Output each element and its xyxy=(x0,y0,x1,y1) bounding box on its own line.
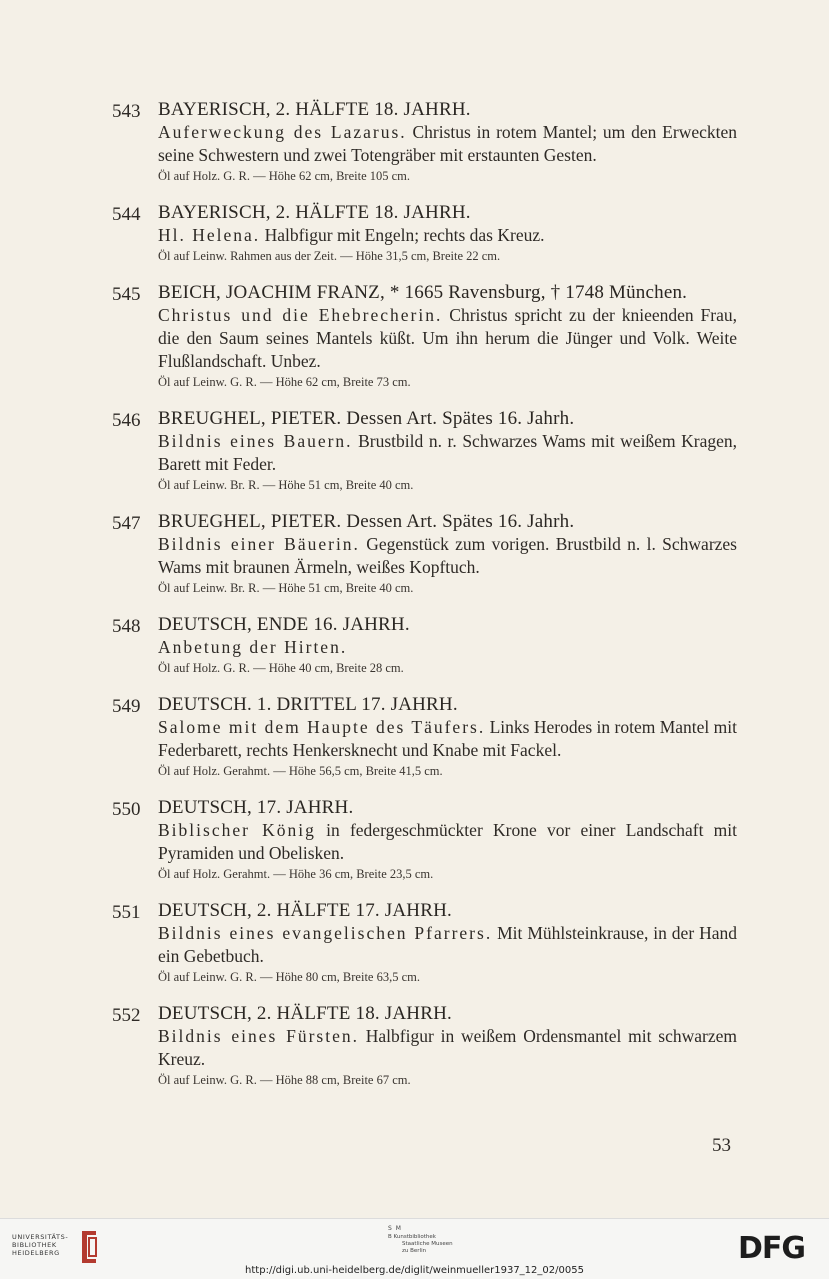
entry-description xyxy=(158,533,737,579)
library-line: zu Berlin xyxy=(402,1248,427,1254)
entry-description-text: Christus spricht zu der knieenden Frau, die den Saum seines Mantels küßt. Um ihn herum die Jünger und Volk. Weite Flußlandschaft. Unbez. xyxy=(158,305,737,371)
catalog-entry xyxy=(112,98,737,184)
entry-title: Salome mit dem Haupte des Täufers. xyxy=(158,717,486,737)
entry-description xyxy=(158,304,737,373)
catalog-entry xyxy=(112,407,737,493)
entry-number: 545 xyxy=(112,284,141,305)
entry-number: 548 xyxy=(112,616,141,637)
library-line: B Kunstbibliothek xyxy=(388,1234,436,1240)
entry-number: 552 xyxy=(112,1005,141,1026)
entry-number: 547 xyxy=(112,513,141,534)
entry-title: Bildnis einer Bäuerin. xyxy=(158,534,360,554)
library-line: Staatliche Museen xyxy=(402,1241,453,1247)
entry-details: Öl auf Leinw. Rahmen aus der Zeit. — Höhe 31,5 cm, Breite 22 cm. xyxy=(158,249,501,263)
entry-description-text: Mit Mühlsteinkrause, in der Hand ein Gebetbuch. xyxy=(158,923,737,966)
entry-details: Öl auf Leinw. Br. R. — Höhe 51 cm, Breite 40 cm. xyxy=(158,581,414,595)
entry-description xyxy=(158,224,737,247)
entry-heading: BEICH, JOACHIM FRANZ, * 1665 Ravensburg, † 1748 München. xyxy=(158,282,688,303)
entry-description xyxy=(158,922,737,968)
entry-description xyxy=(158,716,737,762)
entry-heading: BREUGHEL, PIETER. Dessen Art. Spätes 16. Jahrh. xyxy=(158,408,575,429)
university-line: UNIVERSITÄTS- xyxy=(12,1233,69,1241)
university-library-name xyxy=(12,1233,82,1257)
entry-description-text: Brustbild n. r. Schwarzes Wams mit weißem Kragen, Barett mit Feder. xyxy=(158,431,737,474)
entry-heading: BRUEGHEL, PIETER. Dessen Art. Spätes 16. Jahrh. xyxy=(158,511,575,532)
dfg-logo: DFG xyxy=(738,1231,806,1266)
entry-details: Öl auf Holz. G. R. — Höhe 40 cm, Breite 28 cm. xyxy=(158,661,404,675)
catalog-entry xyxy=(112,201,737,264)
entry-description xyxy=(158,430,737,476)
catalog-entry xyxy=(112,281,737,390)
catalog-entry xyxy=(112,1002,737,1088)
catalog-entry xyxy=(112,613,737,676)
entry-description-text: Halbfigur in weißem Ordensmantel mit schwarzem Kreuz. xyxy=(158,1026,737,1069)
library-mark: S M xyxy=(388,1225,402,1232)
university-line: HEIDELBERG xyxy=(12,1249,60,1257)
entry-details: Öl auf Holz. Gerahmt. — Höhe 56,5 cm, Breite 41,5 cm. xyxy=(158,764,443,778)
entry-heading: DEUTSCH, 2. HÄLFTE 17. JAHRH. xyxy=(158,900,452,921)
entry-title: Bildnis eines Bauern. xyxy=(158,431,353,451)
entry-title: Biblischer König xyxy=(158,820,316,840)
university-logo-icon xyxy=(78,1227,100,1267)
entry-number: 550 xyxy=(112,799,141,820)
entry-description-text: in federgeschmückter Krone vor einer Landschaft mit Pyramiden und Obelisken. xyxy=(158,820,737,863)
entry-description-text: Links Herodes in rotem Mantel mit Federbarett, rechts Henkersknecht und Knabe mit Fackel. xyxy=(158,717,737,760)
entry-details: Öl auf Leinw. G. R. — Höhe 62 cm, Breite 73 cm. xyxy=(158,375,411,389)
entry-title: Hl. Helena. xyxy=(158,225,261,245)
entry-heading: DEUTSCH, 17. JAHRH. xyxy=(158,797,354,818)
entry-number: 543 xyxy=(112,101,141,122)
entry-number: 549 xyxy=(112,696,141,717)
catalog-entry xyxy=(112,693,737,779)
entry-heading: DEUTSCH. 1. DRITTEL 17. JAHRH. xyxy=(158,694,458,715)
entry-heading: DEUTSCH, 2. HÄLFTE 18. JAHRH. xyxy=(158,1003,452,1024)
source-url[interactable]: http://digi.ub.uni-heidelberg.de/diglit/weinmueller1937_12_02/0055 xyxy=(245,1265,584,1276)
entry-number: 546 xyxy=(112,410,141,431)
entry-title: Bildnis eines evangelischen Pfarrers. xyxy=(158,923,493,943)
entry-title: Auferweckung des Lazarus. xyxy=(158,122,407,142)
entry-description xyxy=(158,819,737,865)
catalog-entry xyxy=(112,796,737,882)
entry-details: Öl auf Holz. G. R. — Höhe 62 cm, Breite 105 cm. xyxy=(158,169,411,183)
entry-description xyxy=(158,121,737,167)
entry-details: Öl auf Holz. Gerahmt. — Höhe 36 cm, Breite 23,5 cm. xyxy=(158,867,434,881)
entry-heading: DEUTSCH, ENDE 16. JAHRH. xyxy=(158,614,410,635)
entry-title: Bildnis eines Fürsten. xyxy=(158,1026,359,1046)
page-number: 53 xyxy=(712,1135,731,1156)
entry-details: Öl auf Leinw. Br. R. — Höhe 51 cm, Breite 40 cm. xyxy=(158,478,414,492)
entry-details: Öl auf Leinw. G. R. — Höhe 80 cm, Breite 63,5 cm. xyxy=(158,970,420,984)
entry-details: Öl auf Leinw. G. R. — Höhe 88 cm, Breite 67 cm. xyxy=(158,1073,411,1087)
entry-description-text: Halbfigur mit Engeln; rechts das Kreuz. xyxy=(260,225,545,245)
catalog-entry xyxy=(112,510,737,596)
entry-description-text: Christus in rotem Mantel; um den Erweckten seine Schwestern und zwei Totengräber mit erstaunten Gesten. xyxy=(158,122,737,165)
entry-heading: BAYERISCH, 2. HÄLFTE 18. JAHRH. xyxy=(158,202,471,223)
entry-description xyxy=(158,636,737,659)
university-line: BIBLIOTHEK xyxy=(12,1241,57,1249)
entry-description xyxy=(158,1025,737,1071)
entry-heading: BAYERISCH, 2. HÄLFTE 18. JAHRH. xyxy=(158,99,471,120)
catalog-entry xyxy=(112,899,737,985)
entry-number: 551 xyxy=(112,902,141,923)
entry-title: Christus und die Ehebrecherin. xyxy=(158,305,443,325)
entry-description-text: Gegenstück zum vorigen. Brustbild n. l. Schwarzes Wams mit braunen Ärmeln, weißes Kopftuch. xyxy=(158,534,737,577)
catalog-entries xyxy=(112,98,737,1105)
entry-title: Anbetung der Hirten. xyxy=(158,637,348,657)
kunstbibliothek-logo xyxy=(388,1225,478,1255)
entry-number: 544 xyxy=(112,204,141,225)
footer-bar xyxy=(0,1218,829,1279)
